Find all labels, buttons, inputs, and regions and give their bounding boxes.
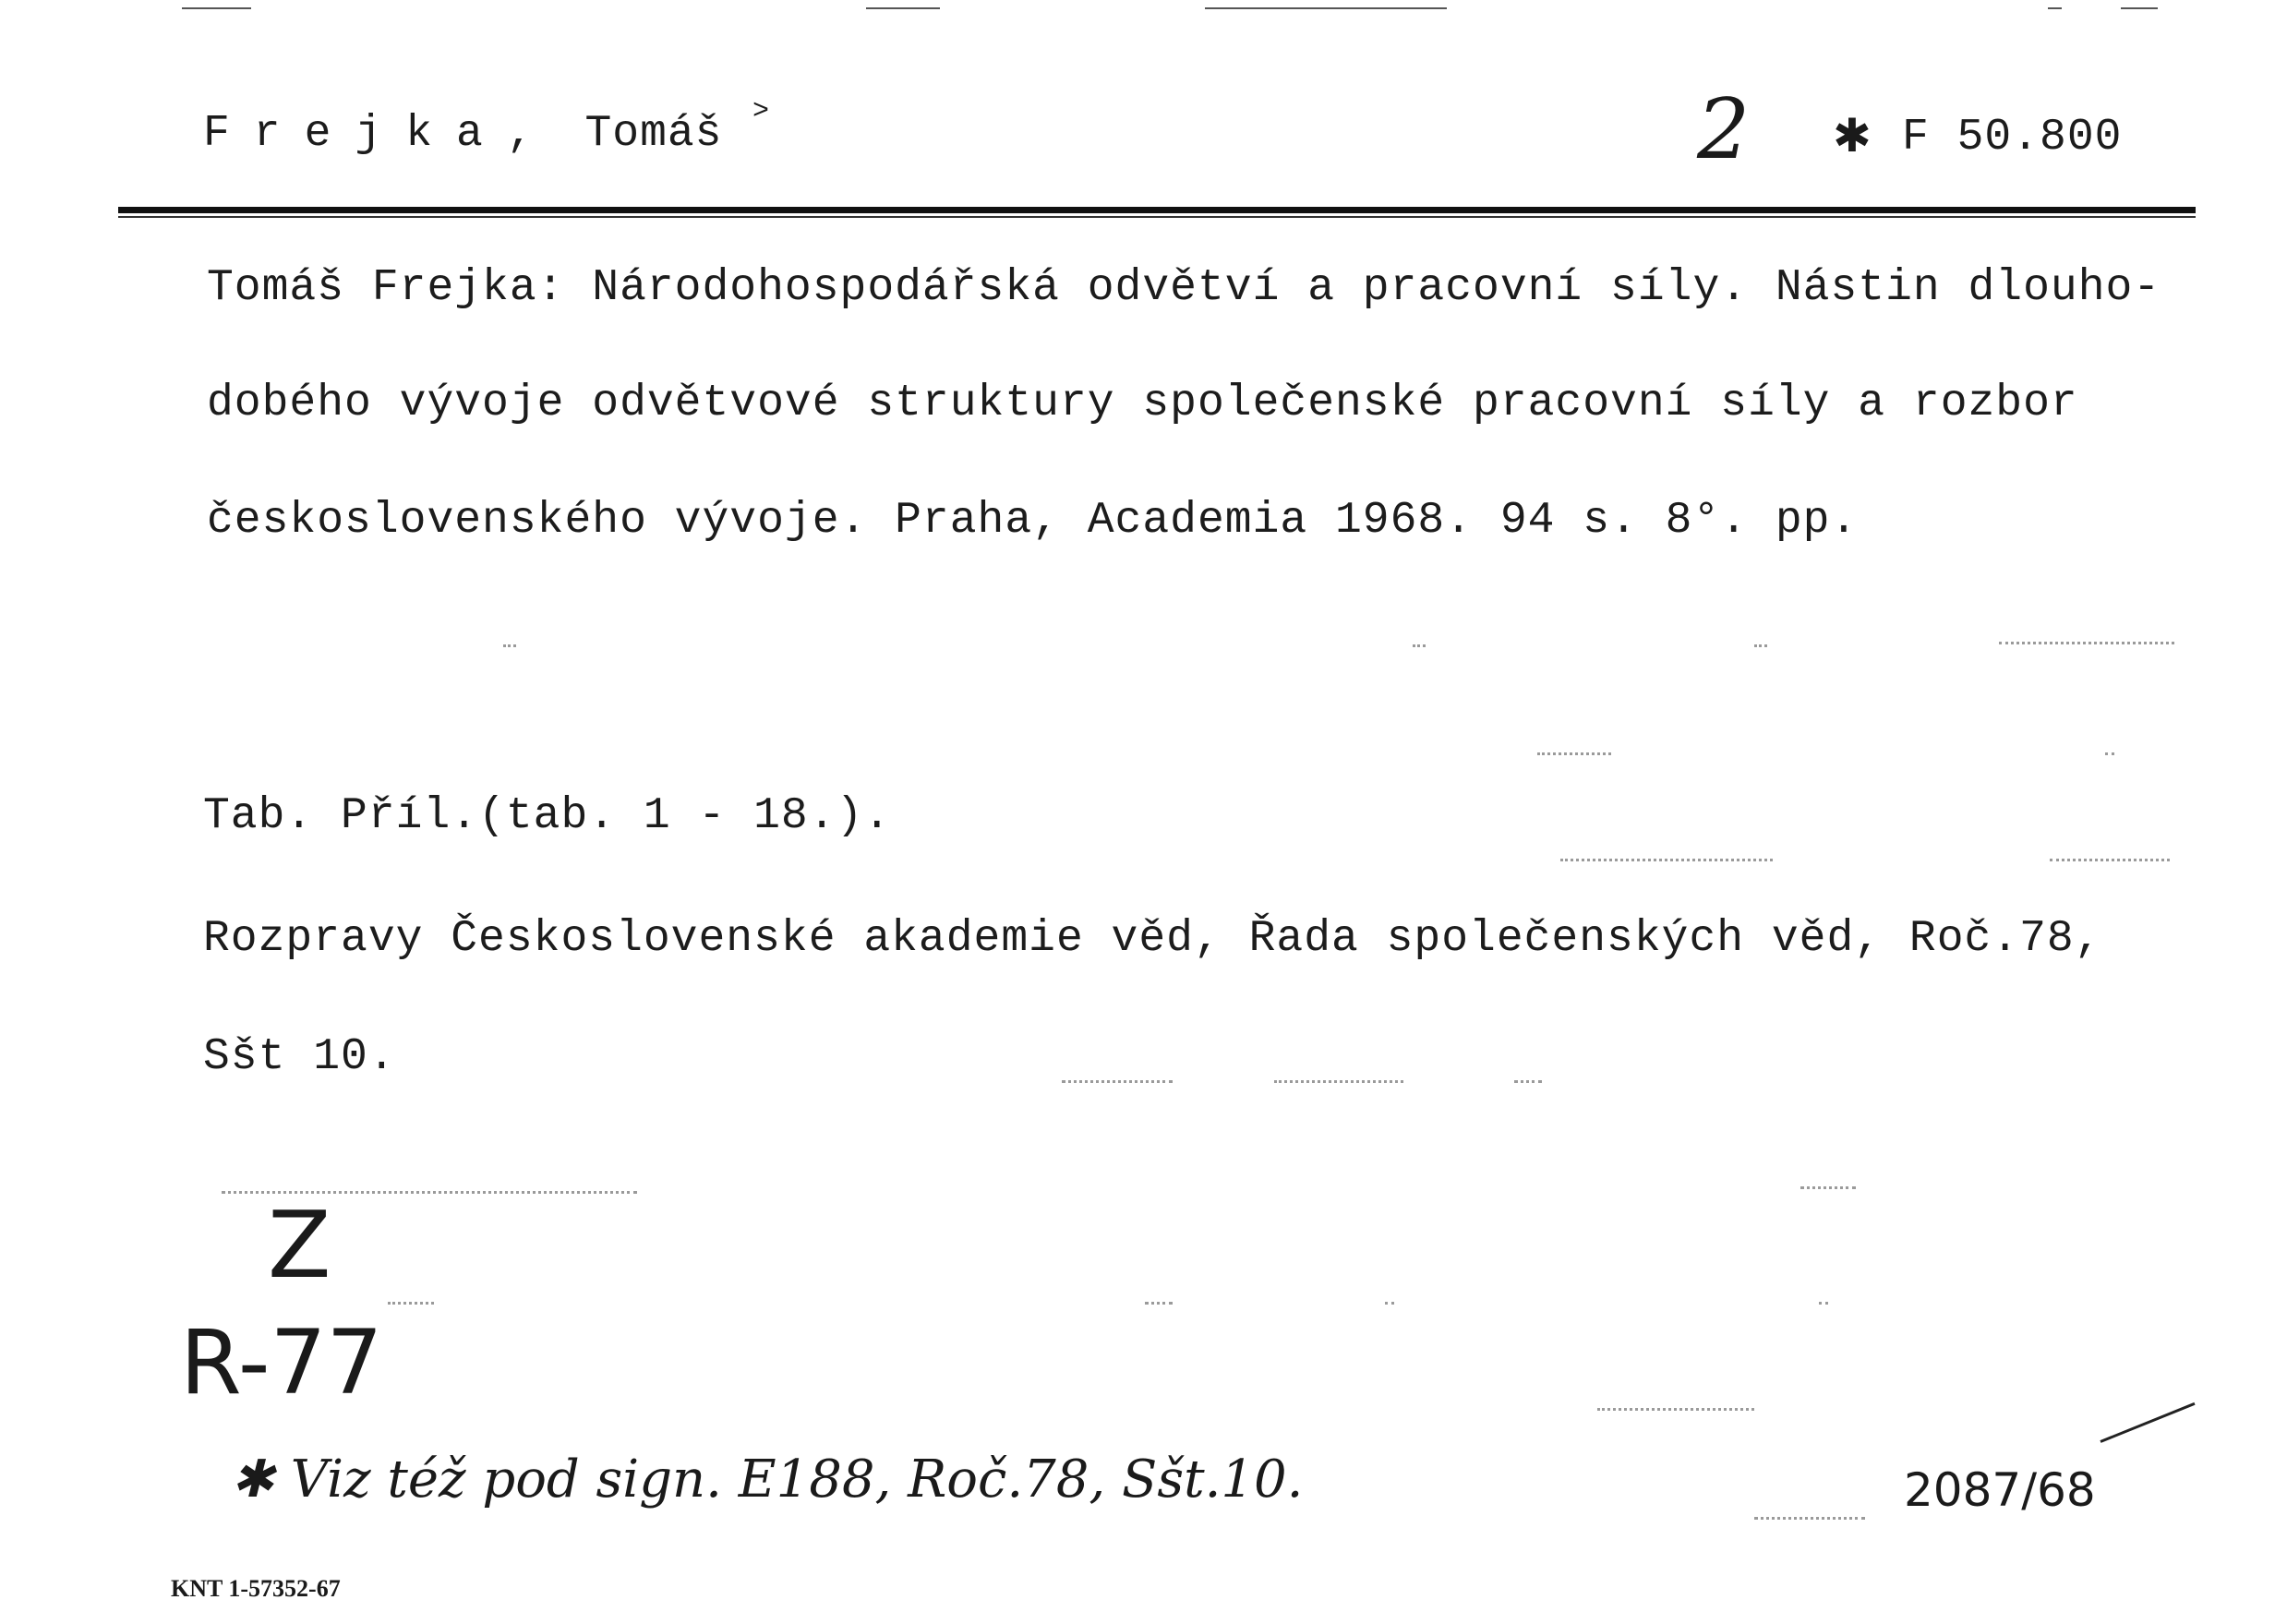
author-given-name: Tomáš (584, 109, 723, 159)
top-edge-mark (2048, 7, 2062, 9)
top-edge-mark (182, 7, 251, 9)
dotted-mark (1560, 859, 1773, 861)
description-line: československého vývoje. Praha, Academia 1968. 94 s. 8°. pp. (207, 496, 1859, 546)
dotted-mark (1819, 1302, 1828, 1305)
dotted-mark (1274, 1080, 1403, 1083)
tables-note: Tab. Příl.(tab. 1 - 18.). (203, 791, 892, 841)
dotted-mark (1385, 1302, 1394, 1305)
dotted-mark (1413, 644, 1426, 647)
dotted-mark (1514, 1080, 1542, 1083)
top-edge-mark (866, 7, 940, 9)
dotted-mark (2105, 752, 2114, 755)
dotted-mark (388, 1302, 434, 1305)
top-edge-mark (2121, 7, 2158, 9)
top-edge-mark (1205, 7, 1447, 9)
dotted-mark (1597, 1408, 1754, 1411)
author-mark: > (752, 96, 771, 127)
author-surname: Frejka, (203, 109, 558, 159)
dotted-mark (1145, 1302, 1173, 1305)
handwritten-tick-mark (2100, 1402, 2195, 1443)
series-line: Rozpravy Československé akademie věd, Řada společenských věd, Roč.78, (203, 914, 2102, 964)
heading-rule (118, 207, 2196, 213)
dotted-mark (503, 644, 516, 647)
dotted-mark (2050, 859, 2170, 861)
dotted-mark (1537, 752, 1611, 755)
call-number: R-77 (180, 1311, 383, 1414)
dotted-mark (1800, 1186, 1856, 1189)
handwritten-note: ✱ Viz též pod sign. E188, Roč.78, Sšt.10. (231, 1450, 1304, 1510)
series-line: Sšt 10. (203, 1032, 396, 1082)
shelfmark: F 50.800 (1902, 113, 2123, 162)
accession-number: 2087/68 (1904, 1463, 2096, 1517)
dotted-mark (1754, 1517, 1865, 1520)
printer-imprint: KNT 1-57352-67 (171, 1575, 341, 1602)
copy-number: 2 (1697, 81, 1751, 178)
dotted-mark (1062, 1080, 1173, 1083)
description-line: dobého vývoje odvětvové struktury společenské pracovní síly a rozbor (207, 379, 2078, 428)
dotted-mark (1999, 642, 2174, 644)
description-line: Tomáš Frejka: Národohospodářská odvětví a pracovní síly. Nástin dlouho- (207, 263, 2161, 313)
heading-rule-thin (118, 216, 2196, 218)
star-icon: ✱ (1833, 109, 1872, 162)
annotation-letter: Z (268, 1191, 331, 1299)
dotted-mark (1754, 644, 1767, 647)
heading-author (203, 96, 771, 159)
